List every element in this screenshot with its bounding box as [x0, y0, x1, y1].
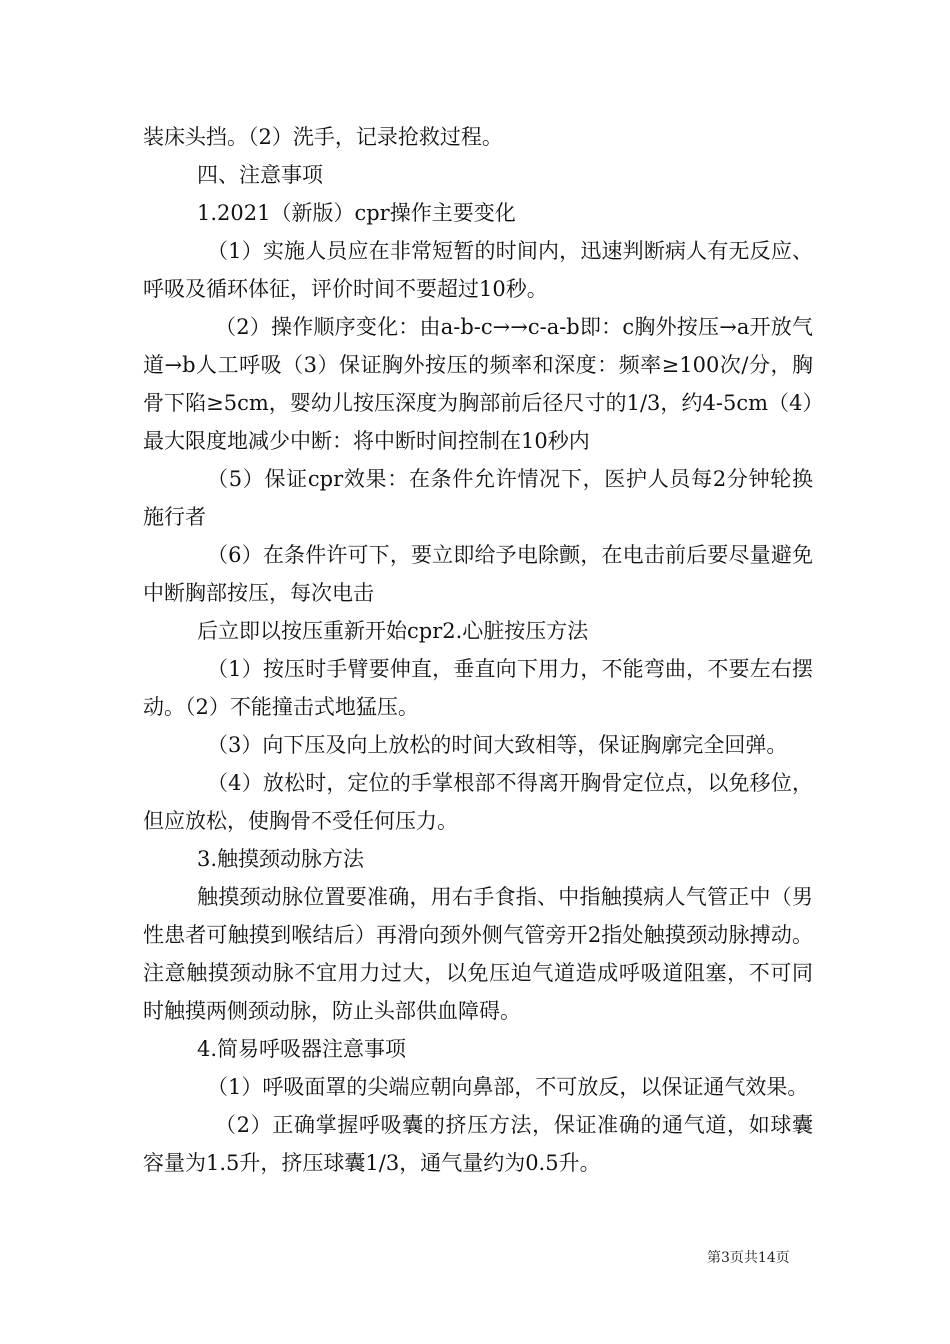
page-number-label: 第3页共14页: [707, 1250, 790, 1266]
paragraph: （1）按压时手臂要伸直，垂直向下用力，不能弯曲，不要左右摆动。（2）不能撞击式地猛压。: [143, 657, 813, 719]
paragraph: 后立即以按压重新开始cpr2.心脏按压方法: [197, 619, 589, 643]
document-body: [143, 118, 813, 1182]
section-heading: 四、注意事项: [197, 163, 323, 187]
paragraph: （1）实施人员应在非常短暂的时间内，迅速判断病人有无反应、呼吸及循环体征，评价时间不要超过10秒。: [143, 239, 813, 301]
paragraph: （2）操作顺序变化：由a-b-c→→c-a-b即：c胸外按压→a开放气道→b人工呼吸（3）保证胸外按压的频率和深度：频率≥100次/分，胸骨下陷≥5cm，婴幼儿按压深度为胸部前后径尺寸的1/3，约4-5cm（4）最大限度地减少中断：将中断时间控制在10秒内: [143, 315, 813, 453]
subsection-heading: 4.简易呼吸器注意事项: [197, 1037, 407, 1061]
paragraph: （6）在条件许可下，要立即给予电除颤，在电击前后要尽量避免中断胸部按压，每次电击: [143, 543, 813, 605]
paragraph: （1）呼吸面罩的尖端应朝向鼻部，不可放反，以保证通气效果。: [207, 1075, 809, 1099]
subsection-heading: 1.2021（新版）cpr操作主要变化: [197, 201, 516, 225]
paragraph: 装床头挡。（2）洗手，记录抢救过程。: [143, 125, 503, 149]
paragraph: （5）保证cpr效果：在条件允许情况下，医护人员每2分钟轮换施行者: [143, 467, 813, 529]
paragraph: （2）正确掌握呼吸囊的挤压方法，保证准确的通气道，如球囊容量为1.5升，挤压球囊1/3，通气量约为0.5升。: [143, 1113, 813, 1175]
paragraph: （4）放松时，定位的手掌根部不得离开胸骨定位点，以免移位，但应放松，使胸骨不受任何压力。: [143, 771, 813, 833]
paragraph: 触摸颈动脉位置要准确，用右手食指、中指触摸病人气管正中（男性患者可触摸到喉结后）再滑向颈外侧气管旁开2指处触摸颈动脉搏动。注意触摸颈动脉不宜用力过大，以免压迫气道造成呼吸道阻塞，不可同时触摸两侧颈动脉，防止头部供血障碍。: [143, 885, 813, 1023]
paragraph: （3）向下压及向上放松的时间大致相等，保证胸廓完全回弹。: [207, 733, 788, 757]
subsection-heading: 3.触摸颈动脉方法: [197, 847, 365, 871]
